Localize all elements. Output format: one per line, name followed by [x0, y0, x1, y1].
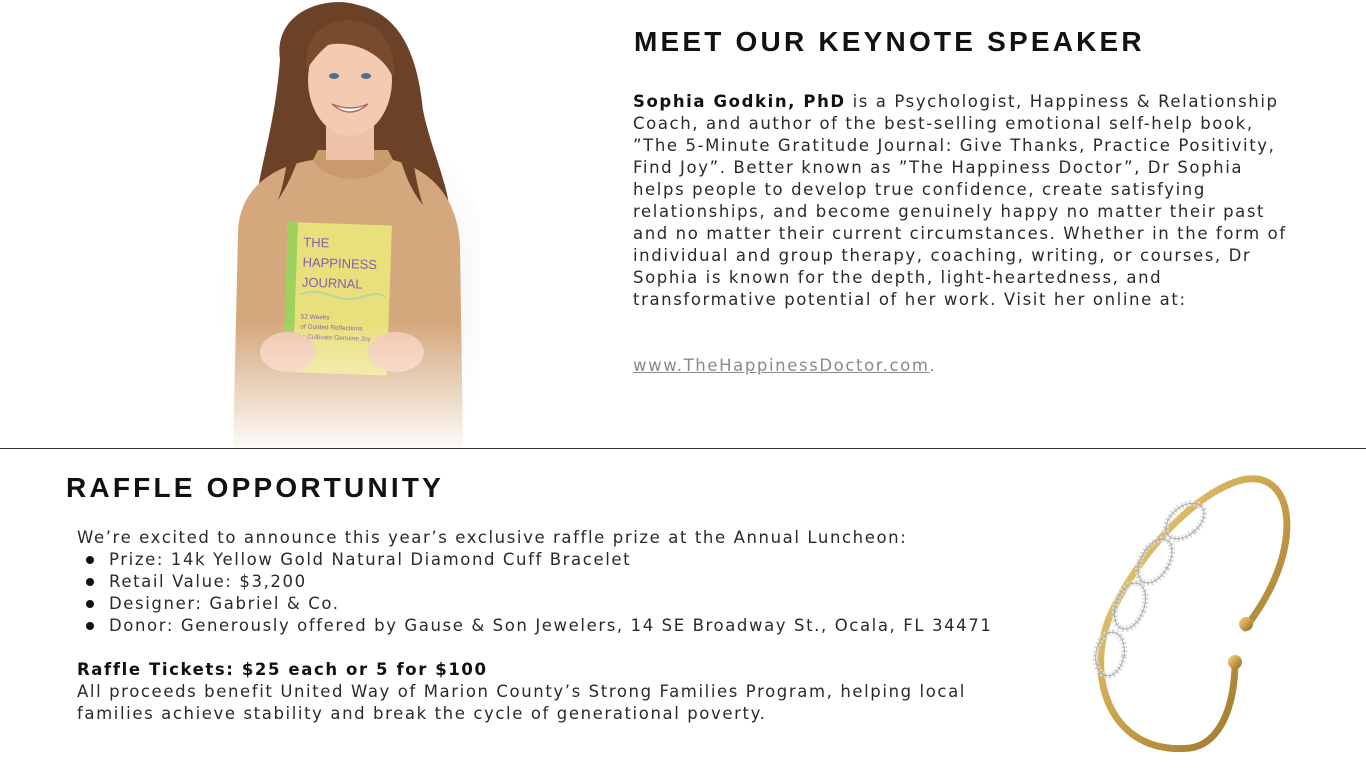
speaker-name: Sophia Godkin, PhD — [633, 92, 846, 111]
raffle-donor: Donor: Generously offered by Gause & Son Jewelers, 14 SE Broadway St., Ocala, FL 34471 — [109, 616, 993, 635]
raffle-retail-value: Retail Value: $3,200 — [109, 572, 307, 591]
section-divider — [0, 448, 1366, 449]
speaker-bio-text: is a Psychologist, Happiness & Relationship Coach, and author of the best-selling emotional self-help book, ”The 5-Minute Gratitude Journal: Give Thanks, Practice Positivity, Find Joy”. Better known as ”The Happiness Doctor”, Dr Sophia helps people to develop true confidence, create satisfying relationships, and become genuinely happy no matter their past and no matter their current circumstances. Whether in the form of individual and group therapy, coaching, writing, or courses, Dr Sophia is known for the depth, light-heartedness, and transformative potential of her work. Visit her online at: — [633, 92, 1287, 309]
bullet-icon — [86, 556, 94, 564]
list-item — [77, 571, 992, 593]
speaker-photo — [218, 0, 480, 448]
raffle-designer: Designer: Gabriel & Co. — [109, 594, 340, 613]
raffle-prize: Prize: 14k Yellow Gold Natural Diamond Cuff Bracelet — [109, 550, 632, 569]
raffle-tickets-price: Raffle Tickets: $25 each or 5 for $100 — [77, 660, 488, 679]
list-item — [77, 593, 992, 615]
raffle-intro: We’re excited to announce this year’s exclusive raffle prize at the Annual Luncheon: — [77, 528, 908, 547]
raffle-heading: RAFFLE OPPORTUNITY — [66, 472, 445, 503]
speaker-website-link[interactable]: www.TheHappinessDoctor.com — [633, 356, 930, 375]
keynote-heading: MEET OUR KEYNOTE SPEAKER — [634, 26, 1145, 57]
bullet-icon — [86, 600, 94, 608]
raffle-details-list — [77, 549, 992, 637]
speaker-bio — [633, 91, 1293, 311]
bullet-icon — [86, 578, 94, 586]
bracelet-image — [1080, 466, 1300, 762]
website-suffix: . — [929, 356, 937, 375]
list-item — [77, 549, 992, 571]
raffle-proceeds: All proceeds benefit United Way of Marion County’s Strong Families Program, helping local families achieve stability and break the cycle of generational poverty. — [77, 682, 966, 723]
speaker-website-line — [633, 355, 936, 377]
bullet-icon — [86, 622, 94, 630]
list-item — [77, 615, 992, 637]
